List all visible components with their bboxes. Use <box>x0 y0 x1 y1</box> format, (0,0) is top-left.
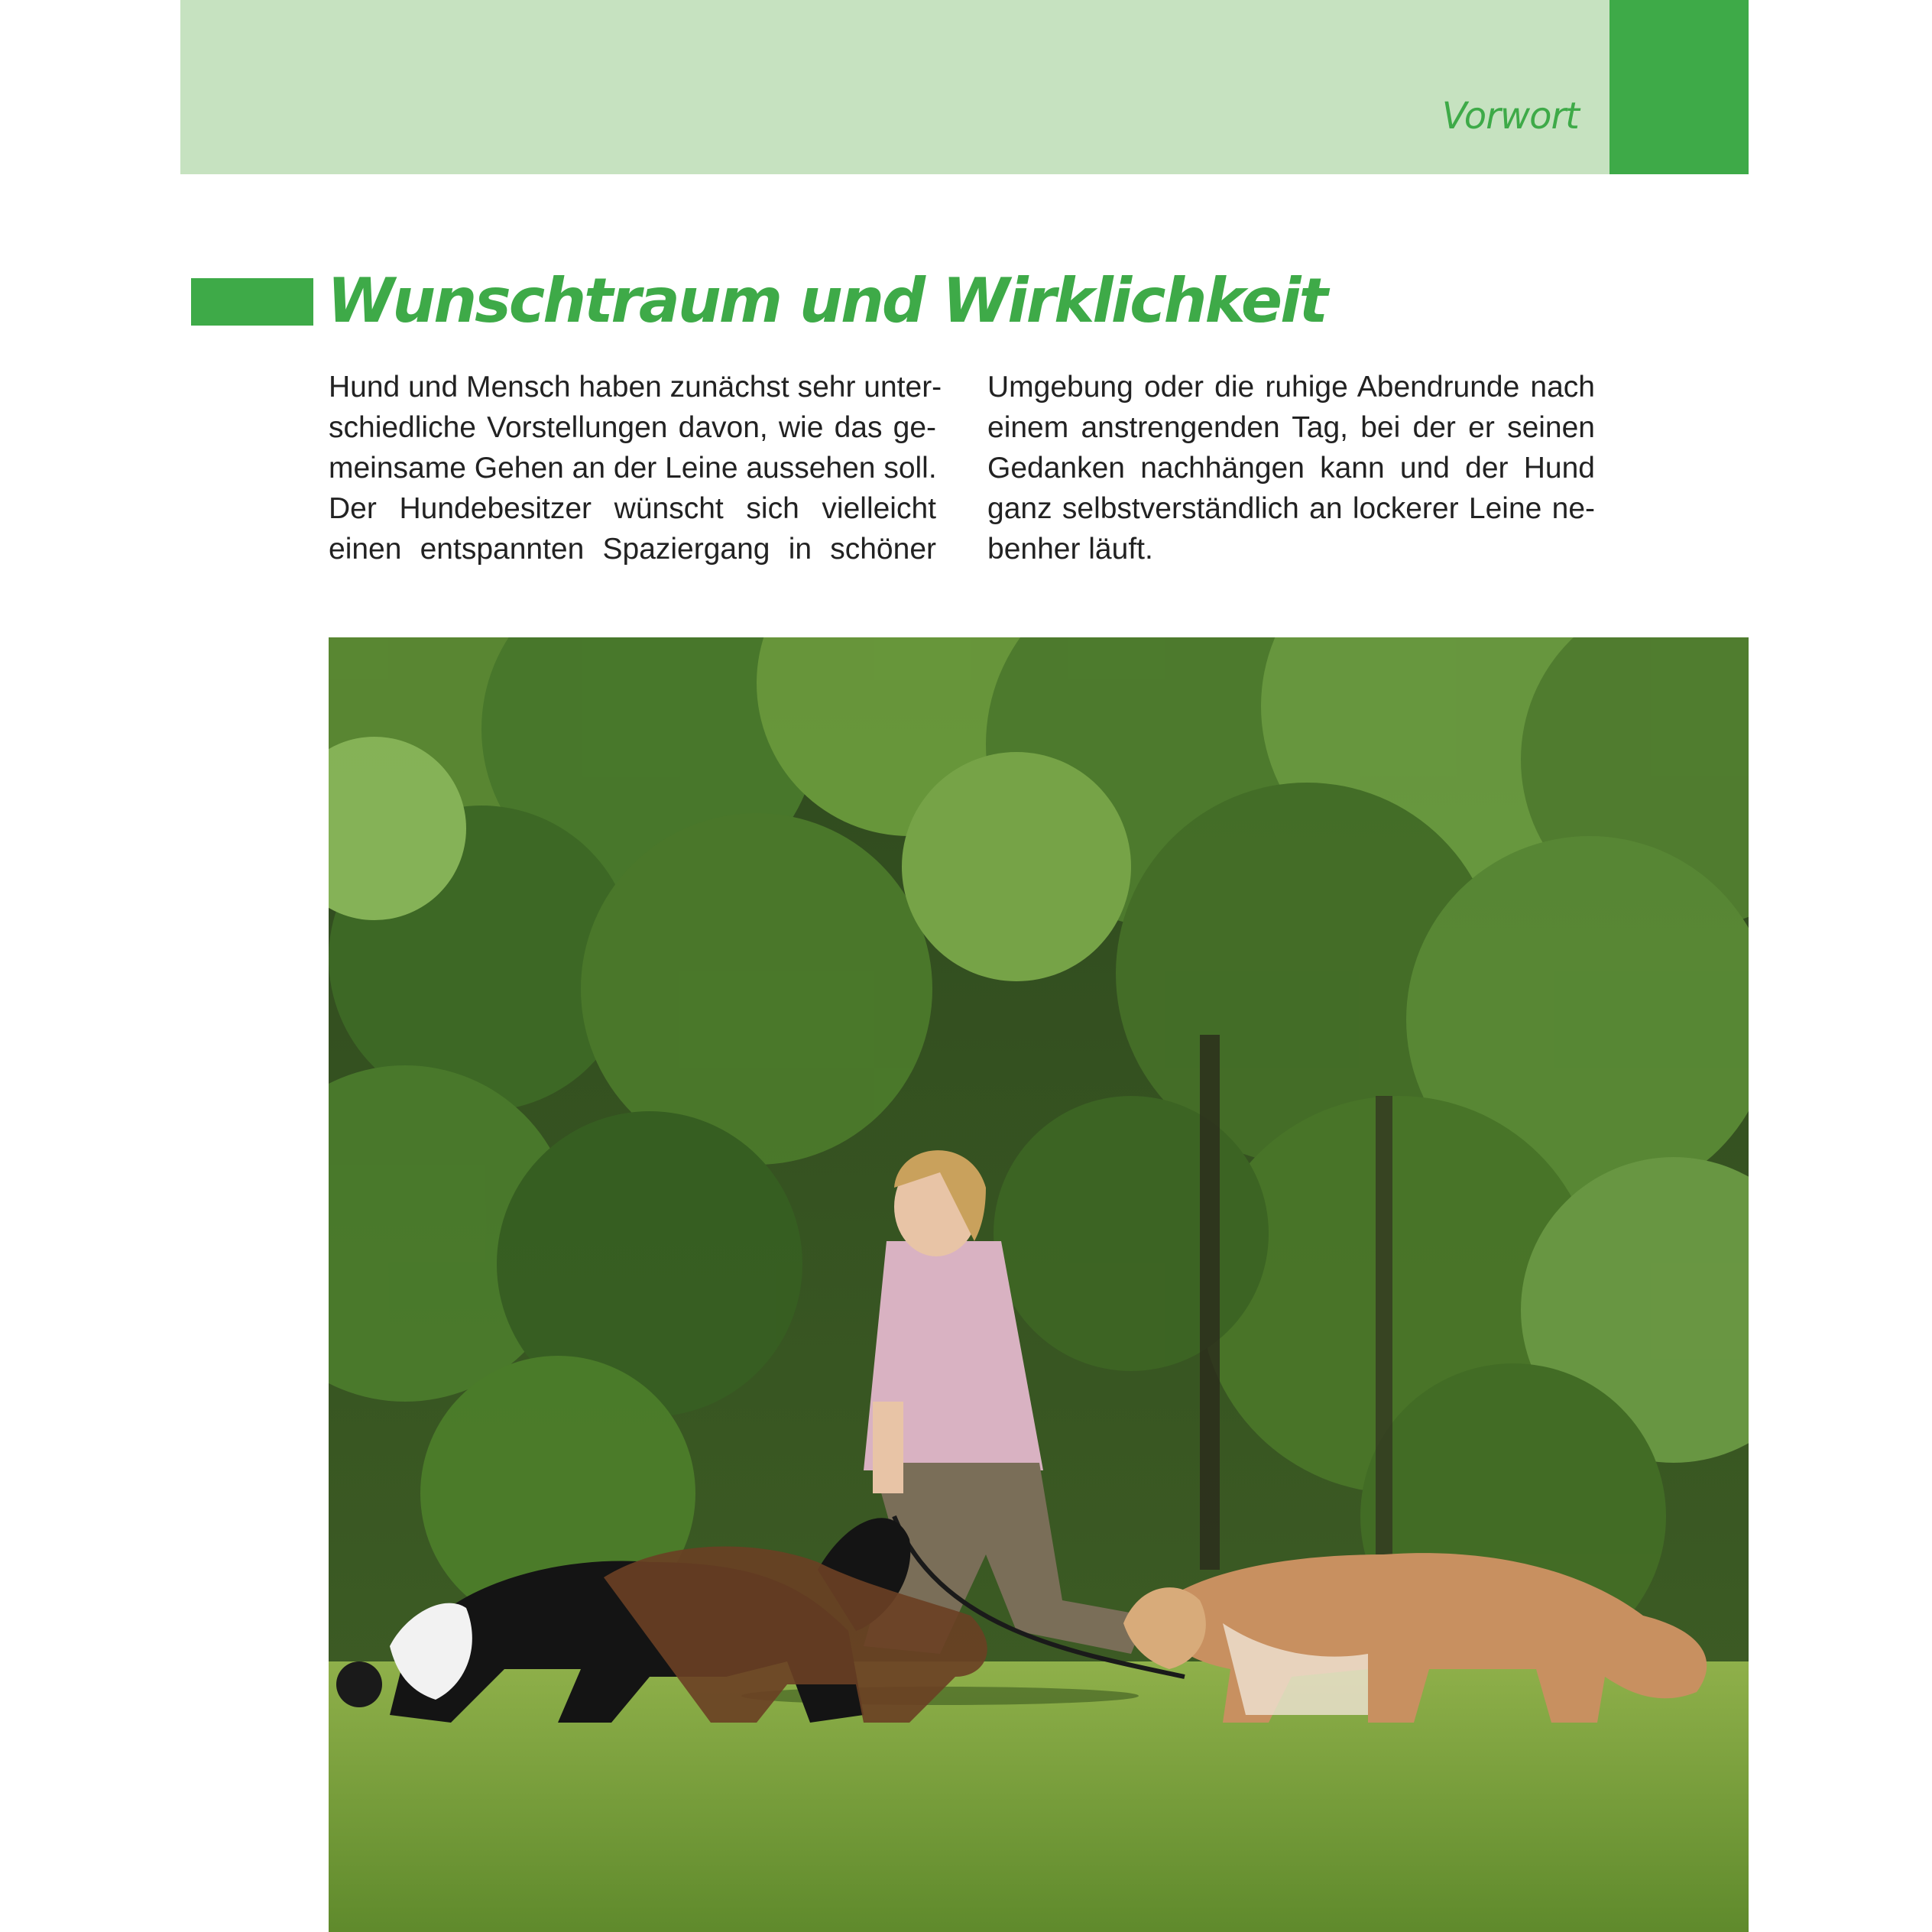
text-line: einen entspannten Spaziergang in schöner <box>329 533 936 566</box>
text-line: schiedliche Vorstellungen davon, wie das ge- <box>329 411 936 444</box>
header-band <box>180 0 1609 174</box>
text-line: Hund und Mensch haben zunächst sehr unter- <box>329 371 942 404</box>
text-column-right <box>987 367 1595 569</box>
text-line: Umgebung oder die ruhige Abendrunde nach <box>987 371 1595 404</box>
text-line: meinsame Gehen an der Leine aussehen soll. <box>329 452 937 485</box>
article-title: Wunschtraum und Wirklichkeit <box>327 265 1326 336</box>
title-accent-bar <box>191 278 313 326</box>
text-column-left <box>329 367 942 569</box>
section-label: Vorwort <box>1441 95 1579 138</box>
header-tab <box>1609 0 1749 174</box>
text-line: Der Hundebesitzer wünscht sich vielleicht <box>329 492 936 525</box>
text-line: benher läuft. <box>987 533 1153 566</box>
text-line: einem anstrengenden Tag, bei der er seinen <box>987 411 1595 444</box>
text-line: ganz selbstverständlich an lockerer Leine ne- <box>987 492 1595 525</box>
photo-woman-walking-dogs <box>329 637 1749 1932</box>
text-line: Gedanken nachhängen kann und der Hund <box>987 452 1595 485</box>
